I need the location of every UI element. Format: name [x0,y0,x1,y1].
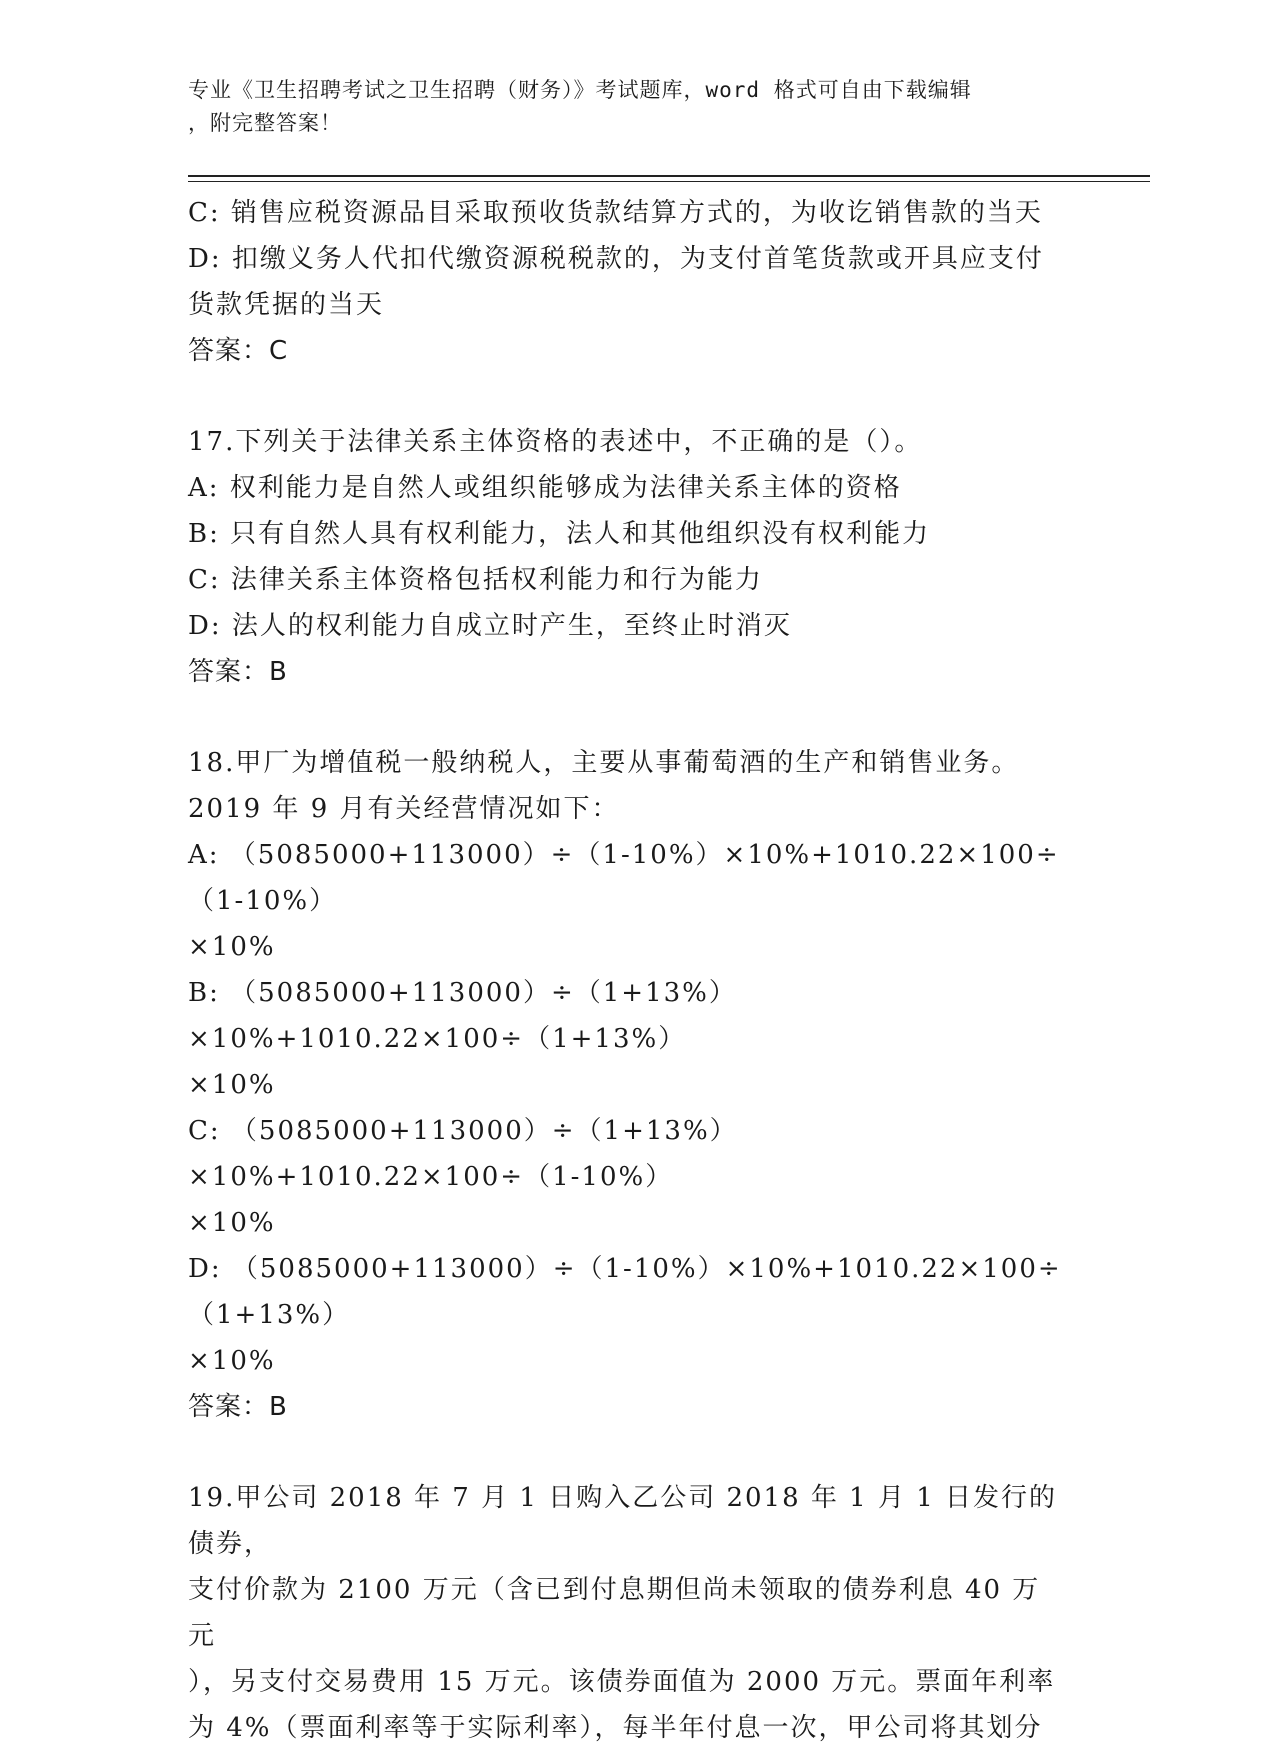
question-stem-line-4: 为 4%（票面利率等于实际利率），每半年付息一次，甲公司将其划分 [188,1713,1043,1743]
option-a: A: 权利能力是自然人或组织能够成为法律关系主体的资格 [188,473,902,503]
spacer [188,1430,1068,1475]
spacer [188,695,1068,740]
option-d-line-1: D: （5085000+113000）÷（1-10%）×10%+1010.22×100÷（1+13%） [188,1254,1062,1330]
header-title-line-1: 专业《卫生招聘考试之卫生招聘（财务）》考试题库，word 格式可自由下载编辑 [188,78,972,102]
answer: 答案：C [188,336,289,366]
option-d-line-1: D: 扣缴义务人代扣代缴资源税税款的，为支付首笔货款或开具应支付 [188,244,1044,274]
question-16-tail [188,190,1068,374]
header-divider-thin [188,181,1150,182]
header-divider-thick [188,175,1150,177]
option-c-line-2: ×10% [188,1208,276,1238]
option-d-line-2: ×10% [188,1346,276,1376]
option-c-line-1: C: （5085000+113000）÷（1+13%）×10%+1010.22×100÷（1-10%） [188,1116,738,1192]
page-header [188,74,1068,140]
question-17 [188,419,1068,695]
question-18 [188,740,1068,1430]
question-stem-line-2: 2019 年 9 月有关经营情况如下： [188,794,620,824]
option-c: C: 销售应税资源品目采取预收货款结算方式的，为收讫销售款的当天 [188,198,1043,228]
header-title-line-2: ，附完整答案！ [188,111,342,135]
option-b: B: 只有自然人具有权利能力，法人和其他组织没有权利能力 [188,519,931,549]
option-a-line-1: A: （5085000+113000）÷（1-10%）×10%+1010.22×100÷（1-10%） [188,840,1060,916]
question-stem-line-2: 支付价款为 2100 万元（含已到付息期但尚未领取的债券利息 40 万元 [188,1575,1041,1651]
question-stem: 17.下列关于法律关系主体资格的表述中，不正确的是（）。 [188,427,923,457]
spacer [188,374,1068,419]
option-c: C: 法律关系主体资格包括权利能力和行为能力 [188,565,763,595]
question-content [188,190,1068,1751]
question-19 [188,1475,1068,1751]
answer: 答案：B [188,657,288,687]
question-stem-line-3: ），另支付交易费用 15 万元。该债券面值为 2000 万元。票面年利率 [188,1667,1056,1697]
option-b-line-1: B: （5085000+113000）÷（1+13%）×10%+1010.22×100÷（1+13%） [188,978,737,1054]
option-d-line-2: 货款凭据的当天 [188,290,385,320]
question-stem-line-1: 19.甲公司 2018 年 7 月 1 日购入乙公司 2018 年 1 月 1 日发行的债券， [188,1483,1058,1559]
option-a-line-2: ×10% [188,932,276,962]
answer: 答案：B [188,1392,288,1422]
option-b-line-2: ×10% [188,1070,276,1100]
question-stem-line-1: 18.甲厂为增值税一般纳税人，主要从事葡萄酒的生产和销售业务。 [188,748,1020,778]
option-d: D: 法人的权利能力自成立时产生，至终止时消灭 [188,611,792,641]
